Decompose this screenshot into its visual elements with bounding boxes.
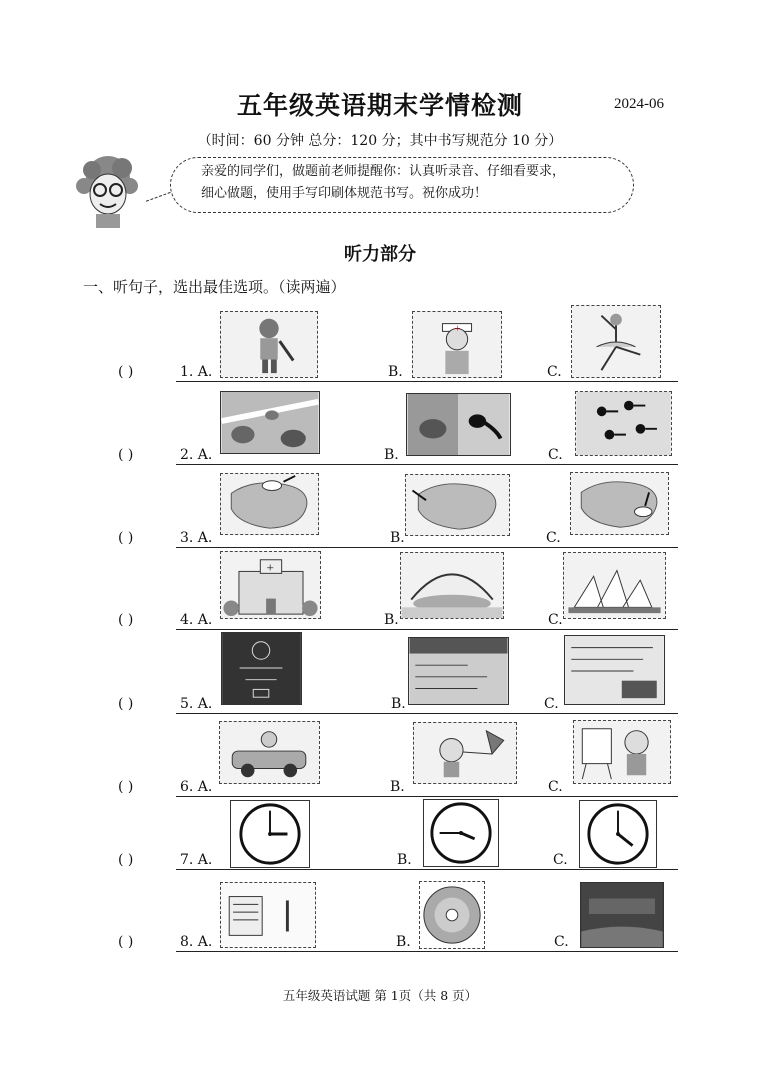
question-row — [0, 632, 760, 714]
painting-image — [573, 720, 671, 784]
option-c-label: C. — [547, 364, 562, 380]
answer-line — [176, 464, 678, 465]
option-b-label: B. — [396, 934, 411, 950]
notice-bubble — [170, 157, 634, 213]
option-c-label: C. — [548, 447, 563, 463]
map-east-image — [570, 472, 669, 535]
cd-image — [419, 881, 485, 949]
option-c-label: C. — [548, 779, 563, 795]
question-row — [0, 300, 760, 382]
option-b-label: B. — [390, 530, 405, 546]
exam-info: （时间：60 分钟 总分：120 分；其中书写规范分 10 分） — [197, 133, 563, 149]
question-number: 5. A. — [180, 696, 213, 712]
svg-text:+: + — [454, 323, 461, 333]
hospital-image — [220, 551, 321, 619]
option-c-label: C. — [553, 852, 568, 868]
question-row — [0, 548, 760, 630]
library-card-image — [220, 882, 316, 948]
answer-blank[interactable]: ( ) — [118, 852, 134, 868]
ticket-image — [408, 637, 509, 705]
question-number: 3. A. — [180, 530, 213, 546]
option-c-label: C. — [554, 934, 569, 950]
car-image — [219, 721, 320, 784]
question-row — [0, 383, 760, 465]
option-b-label: B. — [397, 852, 412, 868]
answer-line — [176, 381, 678, 382]
notice-line-2: 细心做题，使用手写印刷体规范书写。祝你成功！ — [201, 186, 488, 201]
option-b-label: B. — [391, 696, 406, 712]
option-c-label: C. — [544, 696, 559, 712]
clock-image — [423, 799, 499, 867]
teacher-cartoon-icon — [70, 152, 148, 234]
train-ticket-image — [564, 635, 665, 705]
option-b-label: B. — [384, 612, 399, 628]
answer-line — [176, 629, 678, 630]
option-c-label: C. — [546, 530, 561, 546]
answer-blank[interactable]: ( ) — [118, 696, 134, 712]
question-row — [0, 788, 760, 870]
question-row — [0, 715, 760, 797]
question-number: 7. A. — [180, 852, 213, 868]
question-number: 4. A. — [180, 612, 213, 628]
clock-image — [230, 800, 310, 868]
option-b-label: B. — [388, 364, 403, 380]
notice-line-1: 亲爱的同学们，做题前老师提醒你：认真听录音、仔细看要求， — [201, 164, 566, 179]
question-number: 8. A. — [180, 934, 213, 950]
frog-and-tadpole-image — [406, 393, 511, 456]
answer-blank[interactable]: ( ) — [118, 779, 134, 795]
answer-blank[interactable]: ( ) — [118, 530, 134, 546]
option-b-label: B. — [384, 447, 399, 463]
question-row — [0, 466, 760, 548]
answer-blank[interactable]: ( ) — [118, 447, 134, 463]
question-row — [0, 870, 760, 952]
page-title: 五年级英语期末学情检测 — [236, 91, 523, 120]
worker-image — [220, 311, 318, 378]
question-number: 1. A. — [180, 364, 213, 380]
answer-blank[interactable]: ( ) — [118, 934, 134, 950]
tadpoles-image — [575, 391, 672, 456]
page-footer: 五年级英语试题 第 1页（共 8 页） — [282, 988, 478, 1003]
answer-line — [176, 951, 678, 952]
nurse-image — [412, 311, 502, 378]
part1-heading: 一、听句子，选出最佳选项。（读两遍） — [83, 278, 346, 296]
answer-blank[interactable]: ( ) — [118, 612, 134, 628]
exam-date: 2024-06 — [614, 96, 664, 112]
bridge-park-image — [400, 552, 504, 619]
question-number: 6. A. — [180, 779, 213, 795]
speech-bubble-tail — [146, 192, 174, 211]
question-number: 2. A. — [180, 447, 213, 463]
kite-image — [413, 722, 517, 784]
clock-image — [579, 800, 657, 868]
passport-image — [221, 632, 302, 705]
dictionary-image — [580, 882, 664, 948]
opera-house-image — [563, 552, 666, 619]
option-c-label: C. — [548, 612, 563, 628]
svg-text:+: + — [266, 562, 275, 574]
map-west-image — [405, 474, 510, 536]
answer-line — [176, 713, 678, 714]
frogs-image — [220, 391, 320, 454]
map-north-image — [220, 473, 319, 535]
section-title: 听力部分 — [344, 244, 416, 265]
answer-blank[interactable]: ( ) — [118, 364, 134, 380]
ballet-dancer-image — [571, 305, 661, 378]
option-b-label: B. — [390, 779, 405, 795]
